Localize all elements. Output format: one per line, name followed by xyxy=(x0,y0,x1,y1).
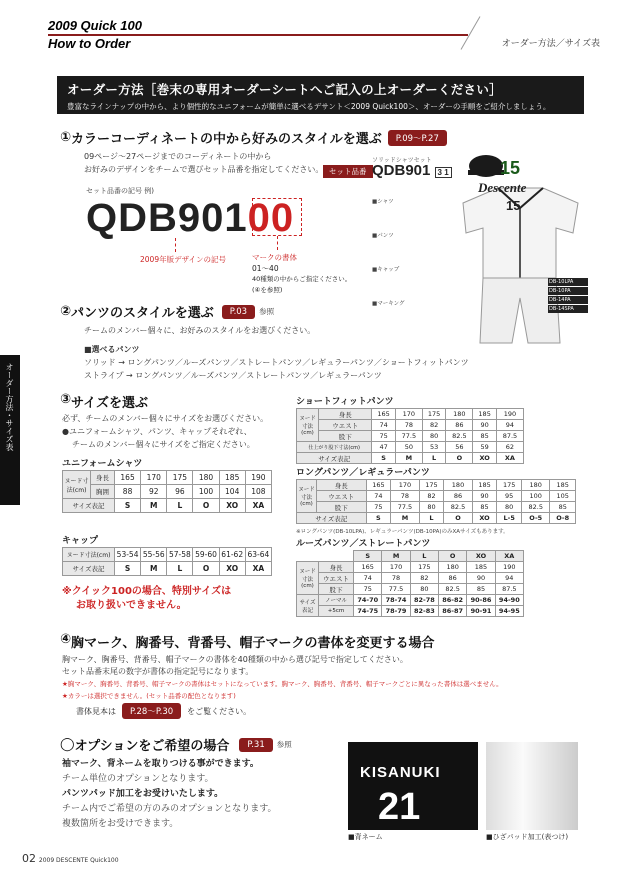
table-cell: 47 xyxy=(372,442,395,453)
table-cell: 82.5 xyxy=(522,502,550,513)
table-cell: 175 xyxy=(422,409,445,420)
table-cell: 185 xyxy=(472,480,497,491)
table-cell: 190 xyxy=(495,562,523,573)
note-design-code: 2009年版デザインの記号 xyxy=(140,255,227,264)
code-main: QDB901 xyxy=(86,196,248,240)
table-cell: O-5 xyxy=(522,513,550,524)
table-cell: 62 xyxy=(496,442,523,453)
table-cell: 180 xyxy=(444,480,472,491)
table-cell: 185 xyxy=(550,480,576,491)
short-table-title: ショートフィットパンツ xyxy=(296,397,394,407)
table-row xyxy=(297,584,524,595)
section-5-header xyxy=(60,735,292,754)
table-cell: 74 xyxy=(354,573,382,584)
header-subtitle: How to Order xyxy=(48,36,131,51)
note-font-ref: (④を参照) xyxy=(252,286,283,294)
table-cell: 175 xyxy=(497,480,522,491)
jersey-number: 21 xyxy=(378,786,421,828)
section-4-num: ④ xyxy=(60,632,72,647)
pant-code: DB-10LPA xyxy=(548,278,588,286)
table-cell: 170 xyxy=(382,562,410,573)
table-cell: 88 xyxy=(115,485,141,499)
section-1-header xyxy=(60,128,447,147)
table-cell: 87.5 xyxy=(496,431,523,442)
table-cell: 身長 xyxy=(319,562,354,573)
table-cell: 86 xyxy=(439,573,467,584)
product-item: ■キャップ xyxy=(372,267,400,273)
title-bar-sub: 豊富なラインナップの中から、より個性的なユニフォームが簡単に選べるデサント＜2009 Quick100＞、オーダーの手順をご紹介しましょう。 xyxy=(67,102,551,111)
table-cell: 57-58 xyxy=(167,548,193,562)
header-title: 2009 Quick 100 xyxy=(48,18,142,33)
table-cell: 165 xyxy=(366,480,391,491)
table-cell: S xyxy=(115,562,141,576)
section-3-text xyxy=(62,412,268,451)
table-cell: O xyxy=(446,453,473,464)
section-2-text: チームのメンバー個々に、お好みのスタイルをお選びください。 xyxy=(84,326,316,335)
cap-table-title: キャップ xyxy=(62,536,99,546)
table-cell: 82-78 xyxy=(410,595,438,606)
table-cell: 165 xyxy=(115,471,141,485)
short-size-table xyxy=(296,408,524,464)
table-cell: 仕上がり股下寸法(cm) xyxy=(297,442,372,453)
table-cell: 78 xyxy=(382,573,410,584)
table-cell: 78-79 xyxy=(382,606,410,617)
table-cell: 75 xyxy=(354,584,382,595)
cap-size-table xyxy=(62,547,272,576)
table-cell: O-8 xyxy=(550,513,576,524)
table-cell: 身長 xyxy=(317,480,367,491)
table-cell: L xyxy=(410,551,438,562)
table-cell: 78 xyxy=(395,420,422,431)
loose-table-title: ルーズパンツ／ストレートパンツ xyxy=(296,539,431,549)
table-cell: 74-70 xyxy=(354,595,382,606)
note-font-range: 01〜40 xyxy=(252,264,279,273)
set-code-sub: 3 1 xyxy=(435,167,452,178)
table-cell: S xyxy=(366,513,391,524)
table-cell: 190 xyxy=(245,471,271,485)
section-5-page-tag: P.31 xyxy=(239,738,272,752)
section-4-note: ★胸マーク、胸番号、背番号、帽子マークの書体はセットになっています。胸マーク、胸番号、背番号、帽子マークごとに異なった書体は選べません。 xyxy=(62,680,503,688)
table-cell: 胸囲 xyxy=(91,485,115,499)
table-row xyxy=(297,573,524,584)
table-cell: サイズ表記 xyxy=(297,513,367,524)
table-cell: 100 xyxy=(193,485,219,499)
table-cell: XA xyxy=(496,453,523,464)
table-cell: 股下 xyxy=(319,431,372,442)
table-cell: 80 xyxy=(497,502,522,513)
knee-pad-caption: ■ひざパッド加工(表つけ) xyxy=(486,833,569,841)
note-font-desc: 40種類の中からご指定ください。 xyxy=(252,275,352,283)
connector-right xyxy=(277,236,278,250)
header-divider xyxy=(461,16,481,49)
section-2-header xyxy=(60,302,274,321)
section-3-line: チームのメンバー個々にサイズをご指定ください。 xyxy=(72,440,255,449)
table-cell: 100 xyxy=(522,491,550,502)
set-tag: セット品番 xyxy=(323,165,373,178)
section-3-num: ③ xyxy=(60,392,72,407)
section-4-title: 胸マーク、胸番号、背番号、帽子マークの xyxy=(71,636,318,651)
section-4-header xyxy=(60,632,435,651)
table-cell: 185 xyxy=(467,562,495,573)
table-cell: 86-82 xyxy=(439,595,467,606)
table-cell: 55-56 xyxy=(141,548,167,562)
table-row xyxy=(63,562,272,576)
table-cell: ヌード寸法(cm) xyxy=(297,480,317,513)
table-cell: 82.5 xyxy=(444,502,472,513)
section-3-line: ●ユニフォームシャツ、パンツ、キャップそれぞれ、 xyxy=(62,427,252,436)
table-cell: 身長 xyxy=(91,471,115,485)
table-cell: M xyxy=(391,513,419,524)
section-1-line: お好みのデザインをチームで選びセット品番を指定してください。 xyxy=(84,165,324,174)
table-cell: 87.5 xyxy=(495,584,523,595)
table-cell: 185 xyxy=(473,409,496,420)
table-cell: XA xyxy=(495,551,523,562)
pant-code: DB-14PA xyxy=(548,296,588,304)
table-row xyxy=(63,485,272,499)
table-row xyxy=(297,480,576,491)
section-1-title: カラーコーディネートの中から好みのスタイルを選ぶ xyxy=(71,132,382,147)
set-label: ソリッドシャツセット xyxy=(372,157,432,164)
section-5-line: パンツパッド加工をお受けいたします。 xyxy=(62,789,224,799)
section-4-line: セット品番末尾の数字が書体の指定記号になります。 xyxy=(62,667,254,676)
table-row xyxy=(297,502,576,513)
back-name-caption: ■背ネーム xyxy=(348,833,383,841)
section-1-num: ① xyxy=(60,130,72,145)
table-row xyxy=(297,491,576,502)
section-1-page-tag: P.09〜P.27 xyxy=(388,130,447,146)
table-cell: サイズ表記 xyxy=(63,562,115,576)
table-cell: 82.5 xyxy=(439,584,467,595)
table-cell: 190 xyxy=(496,409,523,420)
table-cell: 96 xyxy=(167,485,193,499)
font-sample-label: 書体見本は xyxy=(76,706,116,716)
table-cell: L xyxy=(167,499,193,513)
table-cell: 77.5 xyxy=(382,584,410,595)
table-cell: 90 xyxy=(467,573,495,584)
long-table-note: ※ロングパンツ(DB-10LPA)、レギュラーパンツ(DB-10PA)のみXAサイズもあります。 xyxy=(296,529,509,535)
note-font-code xyxy=(252,252,351,296)
page-footer xyxy=(22,852,119,865)
table-cell: 82 xyxy=(419,491,444,502)
table-cell: 180 xyxy=(439,562,467,573)
table-cell: 80 xyxy=(422,431,445,442)
notice-line: ※クイック100の場合、特別サイズは xyxy=(62,586,232,597)
section-5-line: チーム内でご希望の方のみのオプションとなります。 xyxy=(62,804,277,814)
table-cell: ヌード寸法(cm) xyxy=(63,548,115,562)
section-4-line: 胸マーク、胸番号、背番号、帽子マークの書体を40種類の中から選び記号で指定してください。 xyxy=(62,655,408,664)
table-cell: +5cm xyxy=(319,606,354,617)
table-cell: 85 xyxy=(473,431,496,442)
table-cell: S xyxy=(372,453,395,464)
section-5-line: 複数箇所をお受けできます。 xyxy=(62,819,179,829)
table-cell: 股下 xyxy=(319,584,354,595)
table-cell: 180 xyxy=(522,480,550,491)
table-cell: 53-54 xyxy=(115,548,141,562)
table-row xyxy=(297,513,576,524)
code-label: セット品番の記号 例) xyxy=(86,187,154,195)
footer-text: 2009 DESCENTE Quick100 xyxy=(38,857,119,864)
font-sample-suffix: をご覧ください。 xyxy=(187,706,252,716)
table-cell: 74 xyxy=(366,491,391,502)
table-cell: サイズ表記 xyxy=(297,453,372,464)
table-cell: L xyxy=(422,453,445,464)
table-cell: 175 xyxy=(419,480,444,491)
table-cell: L xyxy=(167,562,193,576)
table-cell: 74 xyxy=(372,420,395,431)
section-3-title: サイズを選ぶ xyxy=(71,396,148,411)
table-cell: L xyxy=(419,513,444,524)
table-cell: 75 xyxy=(366,502,391,513)
section-2-title: パンツのスタイルを選ぶ xyxy=(71,306,214,321)
section-2-ref: 参照 xyxy=(259,307,275,316)
pant-code: DB-14SPA xyxy=(548,305,588,313)
table-cell: 94-95 xyxy=(495,606,523,617)
table-cell: 86-87 xyxy=(439,606,467,617)
table-cell: 90-86 xyxy=(467,595,495,606)
table-cell: ヌード寸法(cm) xyxy=(297,409,319,442)
table-cell: XA xyxy=(245,562,271,576)
pant-codes xyxy=(548,278,588,313)
table-cell: 股下 xyxy=(317,502,367,513)
product-item: ■シャツ xyxy=(372,199,394,205)
long-table-title: ロングパンツ／レギュラーパンツ xyxy=(296,468,430,478)
table-cell: 80 xyxy=(419,502,444,513)
table-cell: XO xyxy=(219,499,245,513)
table-cell: 85 xyxy=(467,584,495,595)
section-1-text xyxy=(84,150,323,176)
table-cell: ウエスト xyxy=(319,573,354,584)
shirt-num: 15 xyxy=(506,198,521,213)
table-cell: 180 xyxy=(446,409,473,420)
section-5-title: オプションをご希望の場合 xyxy=(74,739,230,754)
section-3-header xyxy=(60,392,148,411)
section-2-row-stripe: ストライプ → ロングパンツ／ルーズパンツ／ストレートパンツ／レギュラーパンツ xyxy=(84,371,382,380)
table-cell: 53 xyxy=(422,442,445,453)
section-4-title-end: を変更する場合 xyxy=(343,636,435,651)
font-sample-tag: P.28〜P.30 xyxy=(122,703,181,719)
table-cell: XO xyxy=(467,551,495,562)
product-item: ■パンツ xyxy=(372,233,394,239)
set-code xyxy=(372,162,452,179)
table-cell: サイズ表記 xyxy=(297,595,319,617)
table-cell: ヌード寸法(cm) xyxy=(297,562,319,595)
table-cell: O xyxy=(444,513,472,524)
table-cell: 180 xyxy=(193,471,219,485)
section-4-note: ★カラーは選択できません。(セット品番の配色となります) xyxy=(62,692,236,700)
table-cell: 94 xyxy=(495,573,523,584)
title-bar-heading: オーダー方法［巻末の専用オーダーシートへご記入の上オーダーください］ xyxy=(67,82,502,97)
table-row xyxy=(297,420,524,431)
table-cell: M xyxy=(141,499,167,513)
section-2-page-tag: P.03 xyxy=(222,305,255,319)
shirt-table-title: ユニフォームシャツ xyxy=(62,459,143,469)
section-1-line: 09ページ〜27ページまでのコーディネートの中から xyxy=(84,152,272,161)
table-row xyxy=(63,471,272,485)
shirt-size-table xyxy=(62,470,272,513)
section-5-line: チーム単位のオプションとなります。 xyxy=(62,774,214,784)
code-suffix: 00 xyxy=(247,196,295,240)
table-cell: S xyxy=(115,499,141,513)
sleeve-num-icon: 15 xyxy=(500,158,521,178)
table-cell: O xyxy=(193,499,219,513)
section-5-ref: 参照 xyxy=(276,740,292,749)
section-4-text xyxy=(62,654,503,702)
shirt-logo: Descente xyxy=(478,180,527,195)
font-sample-row xyxy=(76,703,251,719)
table-cell: 身長 xyxy=(319,409,372,420)
table-cell: 82.5 xyxy=(446,431,473,442)
table-row xyxy=(297,551,524,562)
table-cell: ヌード寸法(cm) xyxy=(63,471,91,499)
table-cell: ウエスト xyxy=(319,420,372,431)
long-size-table xyxy=(296,479,576,524)
table-cell: 94-90 xyxy=(495,595,523,606)
table-cell: XO xyxy=(473,453,496,464)
section-2-num: ② xyxy=(60,304,72,319)
table-cell: 63-64 xyxy=(245,548,271,562)
table-cell: 80 xyxy=(410,584,438,595)
table-cell xyxy=(297,551,354,562)
table-cell: XO xyxy=(219,562,245,576)
table-cell: M xyxy=(382,551,410,562)
table-cell: 78 xyxy=(391,491,419,502)
side-tab: オーダー方法・サイズ表 xyxy=(0,355,20,505)
table-cell: 92 xyxy=(141,485,167,499)
table-cell: 105 xyxy=(550,491,576,502)
title-bar xyxy=(57,76,584,114)
table-row xyxy=(63,548,272,562)
table-cell: XO xyxy=(472,513,497,524)
table-cell: 185 xyxy=(219,471,245,485)
table-cell: O xyxy=(439,551,467,562)
table-row xyxy=(297,606,524,617)
section-3-line: 必ず、チームのメンバー個々にサイズをお選びください。 xyxy=(62,414,269,423)
set-code-main: QDB901 xyxy=(372,162,431,179)
table-cell: 85 xyxy=(472,502,497,513)
loose-size-table xyxy=(296,550,524,617)
table-cell: ノーマル xyxy=(319,595,354,606)
table-cell: 90 xyxy=(473,420,496,431)
table-cell: 59 xyxy=(473,442,496,453)
table-row xyxy=(297,595,524,606)
section-label: オーダー方法／サイズ表 xyxy=(501,39,600,49)
table-row xyxy=(297,442,524,453)
table-row xyxy=(297,453,524,464)
section-4-title-highlight: 書体 xyxy=(317,636,344,651)
knee-pad-photo xyxy=(486,742,578,830)
table-cell: 165 xyxy=(372,409,395,420)
table-cell: 74-75 xyxy=(354,606,382,617)
table-cell: M xyxy=(395,453,422,464)
section-2-subhead: ■選べるパンツ xyxy=(84,345,140,354)
table-cell: S xyxy=(354,551,382,562)
section-5-num: ◯ xyxy=(60,737,75,752)
table-cell: 82 xyxy=(422,420,445,431)
uniform-illustration xyxy=(448,148,588,348)
table-cell: 94 xyxy=(496,420,523,431)
special-size-notice xyxy=(62,585,231,613)
connector-left xyxy=(175,238,176,252)
table-cell: 170 xyxy=(141,471,167,485)
table-cell: 56 xyxy=(446,442,473,453)
table-cell: 90 xyxy=(472,491,497,502)
table-row xyxy=(297,562,524,573)
table-row xyxy=(297,431,524,442)
table-cell: サイズ表記 xyxy=(63,499,115,513)
product-item: ■マーキング xyxy=(372,301,405,307)
table-cell: 77.5 xyxy=(391,502,419,513)
table-cell: 85 xyxy=(550,502,576,513)
table-cell: 86 xyxy=(446,420,473,431)
table-cell: 86 xyxy=(444,491,472,502)
table-row xyxy=(297,409,524,420)
table-cell: M xyxy=(141,562,167,576)
pant-code: DB-10PA xyxy=(548,287,588,295)
table-cell: XA xyxy=(245,499,271,513)
table-cell: 77.5 xyxy=(395,431,422,442)
page-number: 02 xyxy=(22,852,36,865)
product-list xyxy=(372,185,405,321)
table-cell: 61-62 xyxy=(219,548,245,562)
section-5-line: 袖マーク、背ネームを取りつける事ができます。 xyxy=(62,759,259,769)
table-cell: L-5 xyxy=(497,513,522,524)
section-5-text xyxy=(62,757,276,832)
table-cell: O xyxy=(193,562,219,576)
back-name-photo xyxy=(348,742,478,830)
table-cell: 90-91 xyxy=(467,606,495,617)
notice-line: お取り扱いできません。 xyxy=(76,600,187,611)
jersey-name: KISANUKI xyxy=(360,764,441,781)
table-cell: 59-60 xyxy=(193,548,219,562)
table-cell: 82-83 xyxy=(410,606,438,617)
table-cell: 170 xyxy=(395,409,422,420)
table-cell: 82 xyxy=(410,573,438,584)
table-cell: 95 xyxy=(497,491,522,502)
table-cell: 50 xyxy=(395,442,422,453)
table-cell: 170 xyxy=(391,480,419,491)
code-suffix-box xyxy=(252,198,302,236)
section-2-row-solid: ソリッド → ロングパンツ／ルーズパンツ／ストレートパンツ／レギュラーパンツ／ショートフィットパンツ xyxy=(84,358,469,367)
table-cell: 104 xyxy=(219,485,245,499)
table-cell: ウエスト xyxy=(317,491,367,502)
table-cell: 165 xyxy=(354,562,382,573)
table-cell: 78-74 xyxy=(382,595,410,606)
table-cell: 75 xyxy=(372,431,395,442)
table-cell: 108 xyxy=(245,485,271,499)
table-cell: 175 xyxy=(410,562,438,573)
table-row xyxy=(63,499,272,513)
table-cell: 175 xyxy=(167,471,193,485)
note-font-title: マークの書体 xyxy=(252,253,297,262)
